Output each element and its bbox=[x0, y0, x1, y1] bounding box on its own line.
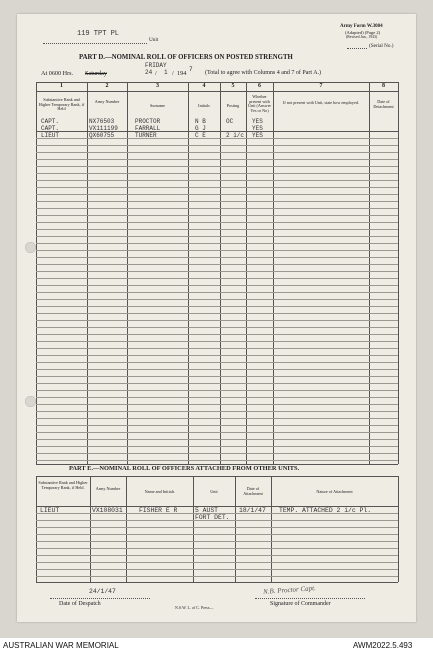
ruled-line bbox=[36, 173, 398, 174]
date-day: 24 bbox=[145, 69, 153, 76]
ruled-line bbox=[36, 292, 398, 293]
row-rank: LIEUT bbox=[41, 132, 60, 139]
ruled-line bbox=[36, 341, 398, 342]
ruled-line bbox=[36, 548, 398, 549]
army-form-number: Army Form W.3084 bbox=[340, 24, 383, 29]
ruled-line bbox=[36, 334, 398, 335]
army-form-page: 119 TPT PL Unit Army Form W.3084 (Adapted) (Page 2) (Revised Jan., 1943) (Serial No.) PART D.—NOMINAL ROLL OF OFFICERS ON POSTED STRENGTH FRIDAY At 0600 Hrs. Saturday 24 / 1 / 194 7 (Total to agree with Columns 4 and 7 of Part A.) 1 2 3 4 5 6 7 8 Substantive Rank and Higher Temporary Rank, if Held Army Number Surname Initials Posting Whether present with Unit (Answer Yes or No) If not present with Unit, state how employed. Date of Detachment CAPT. NX76503 PROCTOR N B OC YES CAPT. VX111199 FARRALL G J YES LIEUT QX60755 TURNER C E 2 i/c YES PART E.—NOMINAL ROLL OF OFFICERS ATTACHED FROM OTHER UNITS. Substantive Rank and Higher Temporary Rank, if Held. Army Number Name and Initials Unit Date of Attachment Nature of Attachment LIEUT VX108031 FISHER E R 5 AUST FORT DET. 18/1/47 TEMP. ATTACHED 2 i/c Pl. 24/1/47 Date of Despatch N.S.W. L. of C. Press— N.B. Proctor Capt. Signature of Commander bbox=[17, 14, 416, 622]
ruled-line bbox=[36, 397, 398, 398]
row-posting: 2 i/c bbox=[226, 132, 245, 139]
ruled-line bbox=[36, 562, 398, 563]
ruled-line bbox=[36, 569, 398, 570]
serial-label: (Serial No.) bbox=[369, 43, 394, 49]
e-row-name: FISHER E R bbox=[139, 507, 178, 514]
year-suffix: 7 bbox=[189, 66, 193, 73]
struck-day: Saturday bbox=[85, 70, 107, 77]
ruled-line bbox=[36, 418, 398, 419]
col-number: 7 bbox=[319, 83, 323, 89]
col-number: 5 bbox=[231, 83, 235, 89]
ruled-line bbox=[36, 166, 398, 167]
ruled-line bbox=[36, 376, 398, 377]
row-present: YES bbox=[252, 118, 263, 125]
unit-label: Unit bbox=[149, 37, 159, 43]
e-row-rank: LIEUT bbox=[40, 507, 60, 514]
ruled-line bbox=[36, 320, 398, 321]
ruled-line bbox=[36, 201, 398, 202]
e-row-date: 18/1/47 bbox=[239, 507, 266, 514]
row-surname: FARRALL bbox=[135, 125, 161, 132]
ruled-line bbox=[36, 264, 398, 265]
ruled-line bbox=[36, 236, 398, 237]
ruled-line bbox=[36, 187, 398, 188]
part-d-title: PART D.—NOMINAL ROLL OF OFFICERS ON POSTED STRENGTH bbox=[79, 54, 293, 61]
ruled-line bbox=[36, 229, 398, 230]
caption-right: AWM2022.5.493 bbox=[353, 641, 413, 650]
col-header-detachment: Date of Detachment bbox=[373, 99, 394, 109]
ruled-line bbox=[36, 460, 398, 461]
ruled-line bbox=[36, 348, 398, 349]
ruled-line bbox=[36, 527, 398, 528]
col-number: 6 bbox=[258, 83, 261, 89]
caption-bar bbox=[0, 638, 433, 653]
row-posting: OC bbox=[226, 118, 234, 125]
ruled-line bbox=[36, 541, 398, 542]
row-surname: PROCTOR bbox=[135, 118, 161, 125]
e-col-header-army-number: Army Number bbox=[95, 486, 121, 491]
ruled-line bbox=[36, 208, 398, 209]
ruled-line bbox=[36, 222, 398, 223]
e-col-header-nature: Nature of Attachment bbox=[316, 489, 353, 494]
printer-imprint: N.S.W. L. of C. Press— bbox=[175, 605, 214, 610]
ruled-line bbox=[36, 453, 398, 454]
col-header-present: Whether present with Unit (Answer Yes or No) bbox=[248, 94, 271, 113]
punch-hole bbox=[25, 396, 36, 407]
col-header-posting: Posting bbox=[226, 103, 240, 108]
ruled-line bbox=[36, 285, 398, 286]
col-number: 8 bbox=[382, 83, 385, 89]
col-header-army-number: Army Number bbox=[94, 99, 120, 104]
ruled-line bbox=[36, 534, 398, 535]
row-initials: G J bbox=[195, 125, 206, 132]
ruled-line bbox=[36, 439, 398, 440]
caption-left: AUSTRALIAN WAR MEMORIAL bbox=[3, 641, 119, 650]
ruled-line bbox=[36, 390, 398, 391]
adapted-note: (Adapted) (Page 2) bbox=[345, 30, 381, 35]
ruled-line bbox=[36, 555, 398, 556]
e-col-header-rank: Substantive Rank and Higher Temporary Rank, if Held. bbox=[38, 480, 88, 490]
unit-value: 119 TPT PL bbox=[77, 30, 120, 38]
row-army-number: QX60755 bbox=[89, 132, 115, 139]
ruled-line bbox=[36, 355, 398, 356]
ruled-line bbox=[36, 369, 398, 370]
col-header-initials: Initials bbox=[198, 103, 210, 108]
ruled-line bbox=[36, 278, 398, 279]
ruled-line bbox=[36, 243, 398, 244]
row-army-number: VX111199 bbox=[89, 125, 118, 132]
ruled-line bbox=[36, 257, 398, 258]
row-initials: C E bbox=[195, 132, 206, 139]
part-e-title: PART E.—NOMINAL ROLL OF OFFICERS ATTACHED FROM OTHER UNITS. bbox=[69, 465, 300, 472]
ruled-line bbox=[36, 432, 398, 433]
row-present: YES bbox=[252, 132, 263, 139]
col-number: 4 bbox=[202, 83, 206, 89]
revised-note: (Revised Jan., 1943) bbox=[346, 35, 378, 39]
ruled-line bbox=[36, 215, 398, 216]
row-rank: CAPT. bbox=[41, 118, 60, 125]
punch-hole bbox=[25, 242, 36, 253]
ruled-line bbox=[36, 194, 398, 195]
e-col-header-unit: Unit bbox=[210, 489, 218, 494]
ruled-line bbox=[36, 446, 398, 447]
row-present: YES bbox=[252, 125, 263, 132]
ruled-line bbox=[36, 299, 398, 300]
col-number: 1 bbox=[60, 83, 63, 89]
ruled-line bbox=[36, 404, 398, 405]
row-initials: N B bbox=[195, 118, 206, 125]
e-row-nature: TEMP. ATTACHED 2 i/c Pl. bbox=[279, 507, 372, 514]
col-number: 2 bbox=[105, 83, 109, 89]
signature-label: Signature of Commander bbox=[270, 601, 331, 607]
ruled-line bbox=[36, 411, 398, 412]
total-note: (Total to agree with Columns 4 and 7 of Part A.) bbox=[205, 70, 322, 76]
e-row-army-number: VX108031 bbox=[92, 507, 123, 514]
despatch-label: Date of Despatch bbox=[59, 601, 101, 607]
e-col-header-date: Date of Attachment bbox=[243, 486, 263, 496]
ruled-line bbox=[36, 306, 398, 307]
col-header-rank: Substantive Rank and Higher Temporary Rank, if Held bbox=[38, 97, 85, 112]
ruled-line bbox=[36, 180, 398, 181]
at-hours-text: At 0600 Hrs. bbox=[41, 70, 74, 77]
col-header-surname: Surname bbox=[150, 103, 165, 108]
ruled-line bbox=[36, 271, 398, 272]
ruled-line bbox=[36, 145, 398, 146]
ruled-line bbox=[36, 383, 398, 384]
e-row-unit: 5 AUST bbox=[195, 507, 219, 514]
row-rank: CAPT. bbox=[41, 125, 60, 132]
row-surname: TURNER bbox=[135, 132, 157, 139]
despatch-date: 24/1/47 bbox=[89, 588, 116, 595]
col-number: 3 bbox=[156, 83, 159, 89]
e-row-unit-line2: FORT DET. bbox=[195, 514, 230, 521]
ruled-line bbox=[36, 313, 398, 314]
year-text: 194 bbox=[177, 70, 187, 77]
ruled-line bbox=[36, 250, 398, 251]
serial-field bbox=[347, 44, 367, 49]
ruled-line bbox=[36, 425, 398, 426]
ruled-line bbox=[36, 576, 398, 577]
ruled-line bbox=[36, 159, 398, 160]
col-header-employment: If not present with Unit, state how employed. bbox=[283, 100, 359, 105]
ruled-line bbox=[36, 327, 398, 328]
e-col-header-name: Name and Initials bbox=[144, 489, 175, 494]
ruled-line bbox=[36, 152, 398, 153]
ruled-line bbox=[36, 362, 398, 363]
date-day-typed: FRIDAY bbox=[145, 62, 167, 69]
date-month: 1 bbox=[164, 69, 168, 76]
row-army-number: NX76503 bbox=[89, 118, 115, 125]
commander-signature: N.B. Proctor Capt. bbox=[262, 584, 317, 596]
